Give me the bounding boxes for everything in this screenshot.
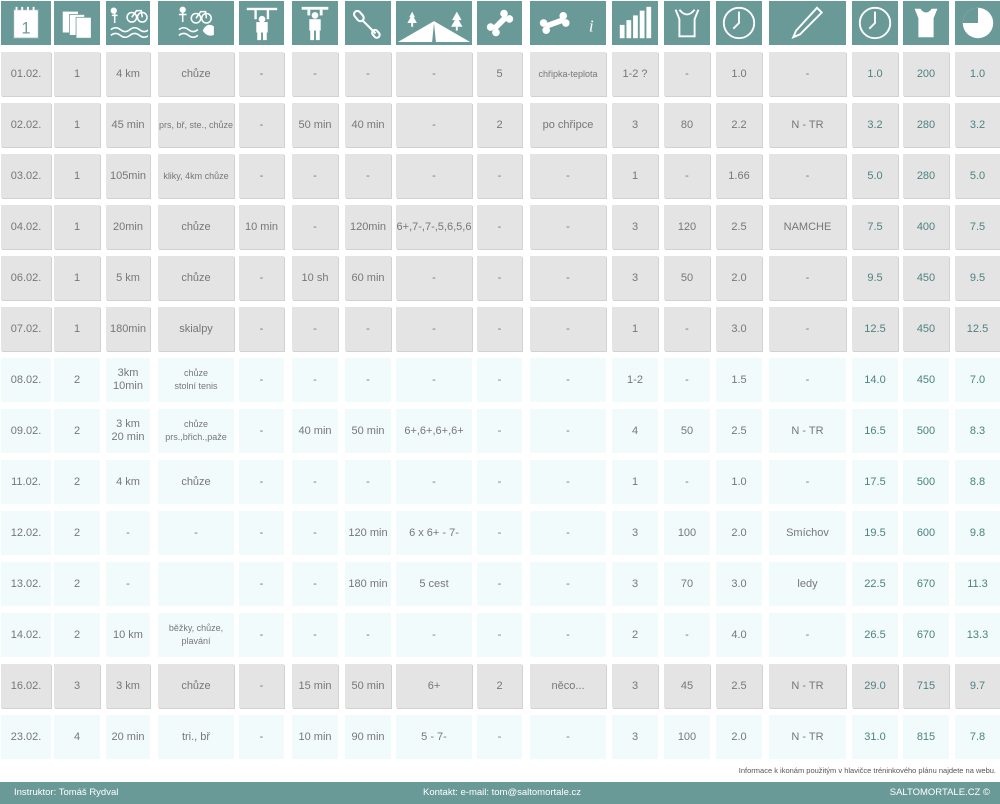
table-cell: - <box>292 52 338 96</box>
table-cell: - <box>345 307 391 351</box>
table-cell: - <box>292 205 338 249</box>
table-cell: po chřipce <box>530 103 606 147</box>
table-cell: 20min <box>106 205 150 249</box>
calendar-day-icon <box>1 1 51 45</box>
weight-bag-icon <box>664 1 710 45</box>
table-cell: - <box>664 358 710 402</box>
table-cell: - <box>239 460 284 504</box>
table-cell: 1.66 <box>716 154 762 198</box>
table-cell: 1-2 ? <box>612 52 658 96</box>
table-cell: - <box>530 460 606 504</box>
table-cell: - <box>769 358 846 402</box>
injury-bone-icon <box>477 1 522 45</box>
table-cell: 3 <box>612 103 658 147</box>
table-cell: 10 min <box>292 715 338 759</box>
table-cell: 450 <box>903 307 949 351</box>
table-cell: - <box>396 358 472 402</box>
table-cell: 8.3 <box>955 409 1000 453</box>
table-cell: - <box>769 307 846 351</box>
table-cell: 180 min <box>345 562 391 606</box>
table-cell: chůze <box>158 664 234 708</box>
table-cell: 1-2 <box>612 358 658 402</box>
table-cell: - <box>292 154 338 198</box>
table-cell: 5 km <box>106 256 150 300</box>
table-cell: chůze <box>158 205 234 249</box>
table-cell: tri., bř <box>158 715 234 759</box>
table-cell <box>158 562 234 606</box>
table-cell: ledy <box>769 562 846 606</box>
table-cell: 9.7 <box>955 664 1000 708</box>
table-cell: chůze <box>158 52 234 96</box>
table-cell: 3.2 <box>955 103 1000 147</box>
brand-text[interactable]: SALTOMORTALE.CZ © <box>889 787 990 798</box>
table-cell: - <box>769 154 846 198</box>
table-cell: - <box>239 103 284 147</box>
table-cell: 16.5 <box>852 409 898 453</box>
table-cell: - <box>477 460 522 504</box>
table-cell: 6+ <box>396 664 472 708</box>
table-cell: 2 <box>612 613 658 657</box>
table-cell: 15 min <box>292 664 338 708</box>
table-cell: 4 km <box>106 460 150 504</box>
table-cell: 2 <box>54 613 100 657</box>
date-cell: 23.02. <box>1 715 51 759</box>
table-cell: - <box>239 358 284 402</box>
table-cell: - <box>664 154 710 198</box>
table-cell: 3km 10min <box>106 358 150 402</box>
contact-text[interactable]: Kontakt: e-mail: tom@saltomortale.cz <box>423 787 582 798</box>
table-cell: - <box>345 52 391 96</box>
table-cell: 100 <box>664 511 710 555</box>
table-cell: 50 <box>664 409 710 453</box>
table-cell: - <box>477 358 522 402</box>
table-cell: - <box>239 154 284 198</box>
table-cell: 2.2 <box>716 103 762 147</box>
table-cell: 40 min <box>345 103 391 147</box>
date-cell: 11.02. <box>1 460 51 504</box>
table-cell: - <box>106 562 150 606</box>
table-cell: 500 <box>903 460 949 504</box>
date-cell: 02.02. <box>1 103 51 147</box>
table-cell: - <box>396 613 472 657</box>
table-cell: 7.5 <box>852 205 898 249</box>
table-cell: 280 <box>903 103 949 147</box>
table-cell: - <box>477 511 522 555</box>
table-cell: 31.0 <box>852 715 898 759</box>
table-cell: 1.0 <box>852 52 898 96</box>
footer-bar <box>0 782 1000 804</box>
table-cell: chůze <box>158 256 234 300</box>
table-cell: 70 <box>664 562 710 606</box>
table-cell: - <box>530 715 606 759</box>
table-cell: prs, bř, ste., chůze <box>158 103 234 147</box>
table-cell: 2.5 <box>716 664 762 708</box>
table-cell: 500 <box>903 409 949 453</box>
table-cell: 8.8 <box>955 460 1000 504</box>
table-cell: 3 <box>612 511 658 555</box>
icons-info-note: Informace k ikonám použitým v hlavičce tréninkového plánu najdete na webu. <box>738 766 996 775</box>
table-cell: 600 <box>903 511 949 555</box>
table-cell: 80 <box>664 103 710 147</box>
table-cell: - <box>477 613 522 657</box>
table-cell: - <box>477 154 522 198</box>
table-cell: 100 <box>664 715 710 759</box>
table-cell: 6+,6+,6+,6+ <box>396 409 472 453</box>
total-weight-bag-icon <box>903 1 949 45</box>
table-cell: 4.0 <box>716 613 762 657</box>
table-cell: - <box>477 715 522 759</box>
table-cell: - <box>239 307 284 351</box>
table-cell: - <box>292 358 338 402</box>
table-cell: 120 min <box>345 511 391 555</box>
table-cell: 29.0 <box>852 664 898 708</box>
table-cell: 2.0 <box>716 511 762 555</box>
date-cell: 16.02. <box>1 664 51 708</box>
table-cell: 11.3 <box>955 562 1000 606</box>
table-cell: 60 min <box>345 256 391 300</box>
table-cell: 9.5 <box>955 256 1000 300</box>
table-cell: - <box>530 358 606 402</box>
table-cell: chůze stolní tenis <box>158 358 234 402</box>
table-cell: 120 <box>664 205 710 249</box>
pie-average-icon <box>955 1 1000 45</box>
table-cell: 2 <box>54 409 100 453</box>
table-cell: - <box>769 613 846 657</box>
pull-up-icon <box>292 1 338 45</box>
table-cell: 9.8 <box>955 511 1000 555</box>
table-cell: 2 <box>477 103 522 147</box>
table-cell: - <box>345 460 391 504</box>
climbing-tool-icon <box>345 1 391 45</box>
table-cell: 4 <box>612 409 658 453</box>
table-cell: 2.5 <box>716 205 762 249</box>
table-cell: 13.3 <box>955 613 1000 657</box>
table-cell: 22.5 <box>852 562 898 606</box>
table-cell: 1 <box>54 103 100 147</box>
total-clock-icon <box>852 1 898 45</box>
table-cell: - <box>396 154 472 198</box>
table-cell: - <box>292 460 338 504</box>
table-cell: 715 <box>903 664 949 708</box>
table-cell: 14.0 <box>852 358 898 402</box>
table-cell: 4 km <box>106 52 150 96</box>
table-cell: - <box>530 511 606 555</box>
table-cell: 3 <box>612 715 658 759</box>
table-cell: - <box>769 52 846 96</box>
table-cell: 17.5 <box>852 460 898 504</box>
table-cell: 815 <box>903 715 949 759</box>
table-cell: 3 <box>612 205 658 249</box>
table-cell: N - TR <box>769 409 846 453</box>
table-cell: - <box>664 613 710 657</box>
table-cell: - <box>239 562 284 606</box>
table-cell: chůze prs.,břich.,paže <box>158 409 234 453</box>
date-cell: 08.02. <box>1 358 51 402</box>
table-cell: N - TR <box>769 715 846 759</box>
mountain-road-icon <box>396 1 472 45</box>
table-cell: 5.0 <box>955 154 1000 198</box>
table-cell: 90 min <box>345 715 391 759</box>
date-cell: 14.02. <box>1 613 51 657</box>
table-cell: - <box>239 409 284 453</box>
table-cell: 12.5 <box>852 307 898 351</box>
table-cell: 50 <box>664 256 710 300</box>
table-cell: 10 sh <box>292 256 338 300</box>
table-cell: - <box>292 613 338 657</box>
date-cell: 13.02. <box>1 562 51 606</box>
table-cell: 1 <box>612 307 658 351</box>
svg-text:i: i <box>588 16 594 36</box>
table-cell: 1 <box>612 460 658 504</box>
table-cell: 7.8 <box>955 715 1000 759</box>
table-cell: 45 <box>664 664 710 708</box>
pen-note-icon <box>769 1 846 45</box>
table-cell: - <box>396 307 472 351</box>
table-cell: 40 min <box>292 409 338 453</box>
table-cell: 2.0 <box>716 256 762 300</box>
table-cell: 450 <box>903 358 949 402</box>
table-cell: 2.0 <box>716 715 762 759</box>
table-cell: chůze <box>158 460 234 504</box>
table-cell: NAMCHE <box>769 205 846 249</box>
table-cell: - <box>239 511 284 555</box>
table-cell: - <box>158 511 234 555</box>
table-cell: 1 <box>54 307 100 351</box>
table-cell: - <box>106 511 150 555</box>
table-cell: - <box>239 613 284 657</box>
health-info-icon <box>530 1 606 45</box>
table-cell: 180min <box>106 307 150 351</box>
table-cell: 1 <box>54 154 100 198</box>
date-cell: 03.02. <box>1 154 51 198</box>
table-cell: - <box>769 460 846 504</box>
strength-bike-swim-icon <box>158 1 234 45</box>
table-cell: 1 <box>54 52 100 96</box>
table-cell: 5 <box>477 52 522 96</box>
table-cell: 3 km <box>106 664 150 708</box>
table-cell: - <box>530 307 606 351</box>
table-cell: 280 <box>903 154 949 198</box>
table-cell: N - TR <box>769 103 846 147</box>
table-cell: 19.5 <box>852 511 898 555</box>
table-cell: 9.5 <box>852 256 898 300</box>
table-cell: - <box>530 562 606 606</box>
table-cell: - <box>239 52 284 96</box>
table-cell: 1.0 <box>716 52 762 96</box>
table-cell: - <box>477 256 522 300</box>
table-cell: 7.5 <box>955 205 1000 249</box>
hang-bar-icon <box>239 1 284 45</box>
table-cell: 3 <box>612 664 658 708</box>
table-cell: 50 min <box>345 409 391 453</box>
table-cell: 670 <box>903 562 949 606</box>
table-cell: 3 <box>54 664 100 708</box>
table-cell: - <box>530 613 606 657</box>
date-cell: 06.02. <box>1 256 51 300</box>
bike-swim-run-icon <box>106 1 150 45</box>
table-cell: 2 <box>477 664 522 708</box>
date-cell: 04.02. <box>1 205 51 249</box>
table-cell: 3 km 20 min <box>106 409 150 453</box>
table-cell: 200 <box>903 52 949 96</box>
table-cell: 50 min <box>292 103 338 147</box>
table-cell: 5 - 7- <box>396 715 472 759</box>
calendar-week-icon <box>54 1 100 45</box>
table-cell: - <box>396 103 472 147</box>
date-cell: 07.02. <box>1 307 51 351</box>
table-cell: 3 <box>612 256 658 300</box>
table-cell: - <box>239 256 284 300</box>
table-cell: - <box>292 562 338 606</box>
table-cell: - <box>239 715 284 759</box>
table-cell: - <box>477 562 522 606</box>
table-cell: 400 <box>903 205 949 249</box>
table-cell: - <box>664 52 710 96</box>
table-cell: Smíchov <box>769 511 846 555</box>
table-cell: kliky, 4km chůze <box>158 154 234 198</box>
table-cell: 1.0 <box>955 52 1000 96</box>
table-cell: 2 <box>54 460 100 504</box>
table-cell: 10 km <box>106 613 150 657</box>
table-cell: 5 cest <box>396 562 472 606</box>
table-cell: - <box>530 409 606 453</box>
table-cell: - <box>396 256 472 300</box>
table-cell: - <box>345 613 391 657</box>
table-cell: 105min <box>106 154 150 198</box>
table-cell: 3.0 <box>716 307 762 351</box>
table-cell: chřipka-teplota <box>530 52 606 96</box>
table-cell: běžky, chůze, plavání <box>158 613 234 657</box>
date-cell: 09.02. <box>1 409 51 453</box>
date-cell: 12.02. <box>1 511 51 555</box>
table-cell: - <box>530 205 606 249</box>
table-cell: - <box>292 511 338 555</box>
table-cell: 4 <box>54 715 100 759</box>
table-cell: 2 <box>54 358 100 402</box>
table-cell: 450 <box>903 256 949 300</box>
table-cell: 1.0 <box>716 460 762 504</box>
table-cell: - <box>664 460 710 504</box>
table-cell: 3 <box>612 562 658 606</box>
table-cell: 7.0 <box>955 358 1000 402</box>
table-cell: - <box>345 358 391 402</box>
table-cell: 3.2 <box>852 103 898 147</box>
svg-text:1: 1 <box>21 19 31 38</box>
table-cell: - <box>477 307 522 351</box>
table-cell: - <box>396 52 472 96</box>
table-cell: - <box>477 409 522 453</box>
table-cell: - <box>396 460 472 504</box>
date-cell: 01.02. <box>1 52 51 96</box>
table-cell: N - TR <box>769 664 846 708</box>
table-cell: - <box>530 154 606 198</box>
table-cell: - <box>769 256 846 300</box>
table-cell: 3.0 <box>716 562 762 606</box>
table-cell: 1.5 <box>716 358 762 402</box>
table-cell: 12.5 <box>955 307 1000 351</box>
table-cell: - <box>239 664 284 708</box>
table-cell: skialpy <box>158 307 234 351</box>
table-cell: - <box>530 256 606 300</box>
table-cell: 6+,7-,7-,5,6,5,6 <box>396 205 472 249</box>
table-cell: 50 min <box>345 664 391 708</box>
table-cell: - <box>477 205 522 249</box>
table-cell: 10 min <box>239 205 284 249</box>
table-cell: 45 min <box>106 103 150 147</box>
table-cell: 120min <box>345 205 391 249</box>
clock-icon <box>716 1 762 45</box>
table-cell: 26.5 <box>852 613 898 657</box>
table-cell: 2.5 <box>716 409 762 453</box>
table-cell: 5.0 <box>852 154 898 198</box>
table-cell: 1 <box>54 256 100 300</box>
table-cell: 1 <box>612 154 658 198</box>
table-cell: 2 <box>54 562 100 606</box>
table-cell: - <box>664 307 710 351</box>
table-cell: - <box>345 154 391 198</box>
table-cell: 1 <box>54 205 100 249</box>
table-cell: 6 x 6+ - 7- <box>396 511 472 555</box>
table-cell: 20 min <box>106 715 150 759</box>
instructor-text: Instruktor: Tomáš Rydval <box>14 787 119 798</box>
bar-intensity-icon <box>612 1 658 45</box>
table-cell: 2 <box>54 511 100 555</box>
table-cell: 670 <box>903 613 949 657</box>
table-cell: něco... <box>530 664 606 708</box>
table-cell: - <box>292 307 338 351</box>
